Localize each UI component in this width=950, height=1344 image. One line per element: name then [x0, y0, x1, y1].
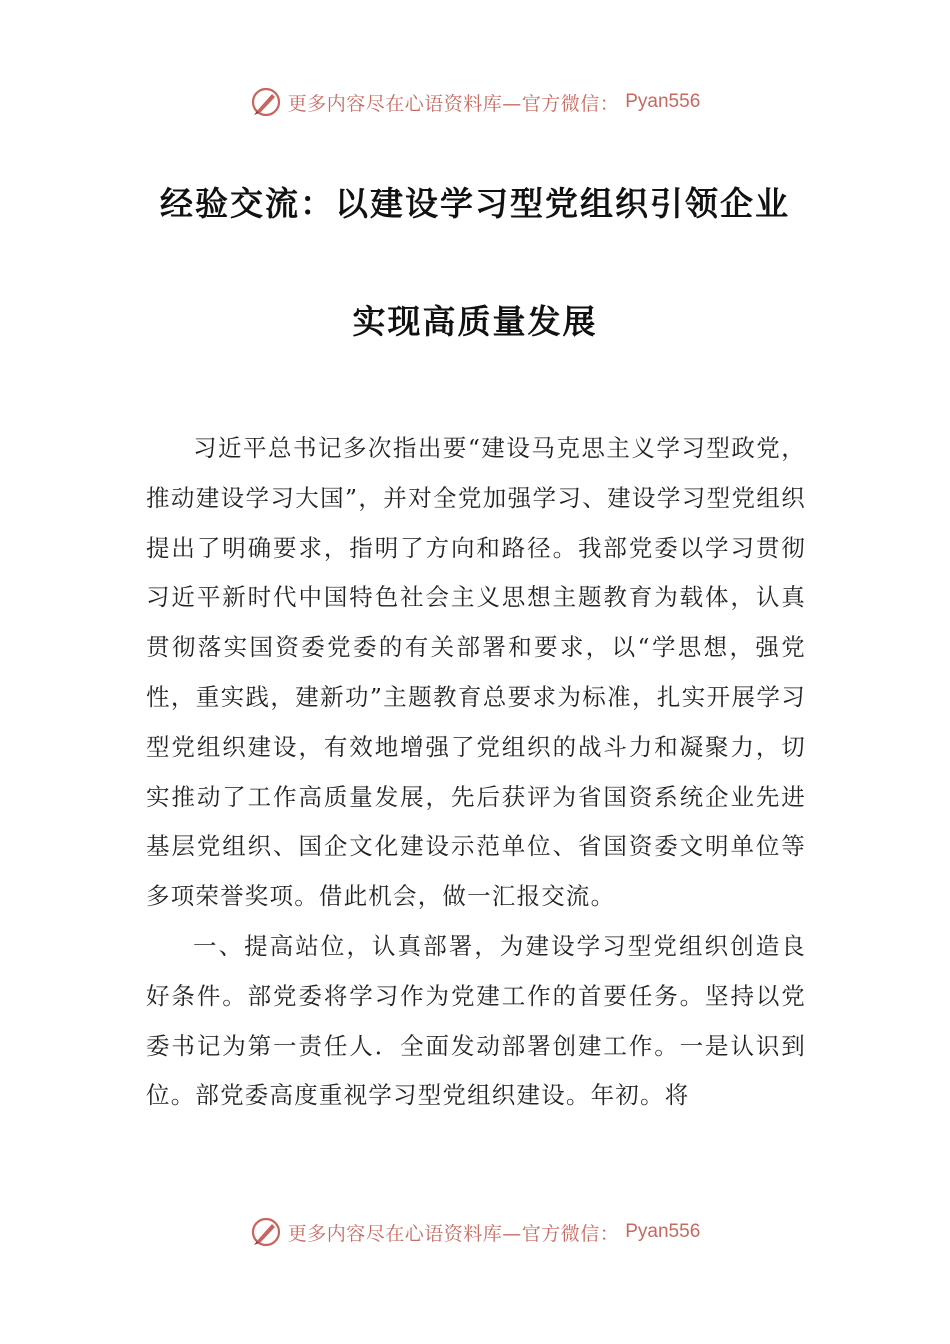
pen-circle-logo-icon — [250, 86, 282, 118]
watermark-text: 更多内容尽在心语资料库—官方微信： — [287, 92, 620, 115]
document-body — [146, 424, 806, 1121]
watermark-wechat-id: Pyan556 — [625, 1221, 701, 1242]
footer-watermark — [0, 1212, 950, 1252]
paragraph-section-one: 一、提高站位，认真部署，为建设学习型党组织创造良好条件。部党委将学习作为党建工作的首要任务。坚持以党委书记为第一责任人．全面发动部署创建工作。一是认识到位。部党委高度重视学习型党组织建设。年初。将 — [146, 931, 806, 1110]
document-title-line-2: 实现高质量发展 — [352, 302, 598, 341]
document-title-line-1: 经验交流：以建设学习型党组织引领企业 — [160, 184, 790, 223]
paragraph-intro: 习近平总书记多次指出要“建设马克思主义学习型政党，推动建设学习大国”，并对全党加强学习、建设学习型党组织提出了明确要求，指明了方向和路径。我部党委以学习贯彻习近平新时代中国特色社会主义思想主题教育为载体，认真贯彻落实国资委党委的有关部署和要求，以“学思想，强党性，重实践，建新功”主题教育总要求为标准，扎实开展学习型党组织建设，有效地增强了党组织的战斗力和凝聚力，切实推动了工作高质量发展，先后获评为省国资系统企业先进基层党组织、国企文化建设示范单位、省国资委文明单位等多项荣誉奖项。借此机会，做一汇报交流。 — [146, 434, 806, 911]
pen-circle-logo-icon — [250, 1216, 282, 1248]
watermark-text: 更多内容尽在心语资料库—官方微信： — [287, 1222, 620, 1245]
watermark-wechat-id: Pyan556 — [625, 91, 701, 112]
header-watermark — [0, 82, 950, 122]
